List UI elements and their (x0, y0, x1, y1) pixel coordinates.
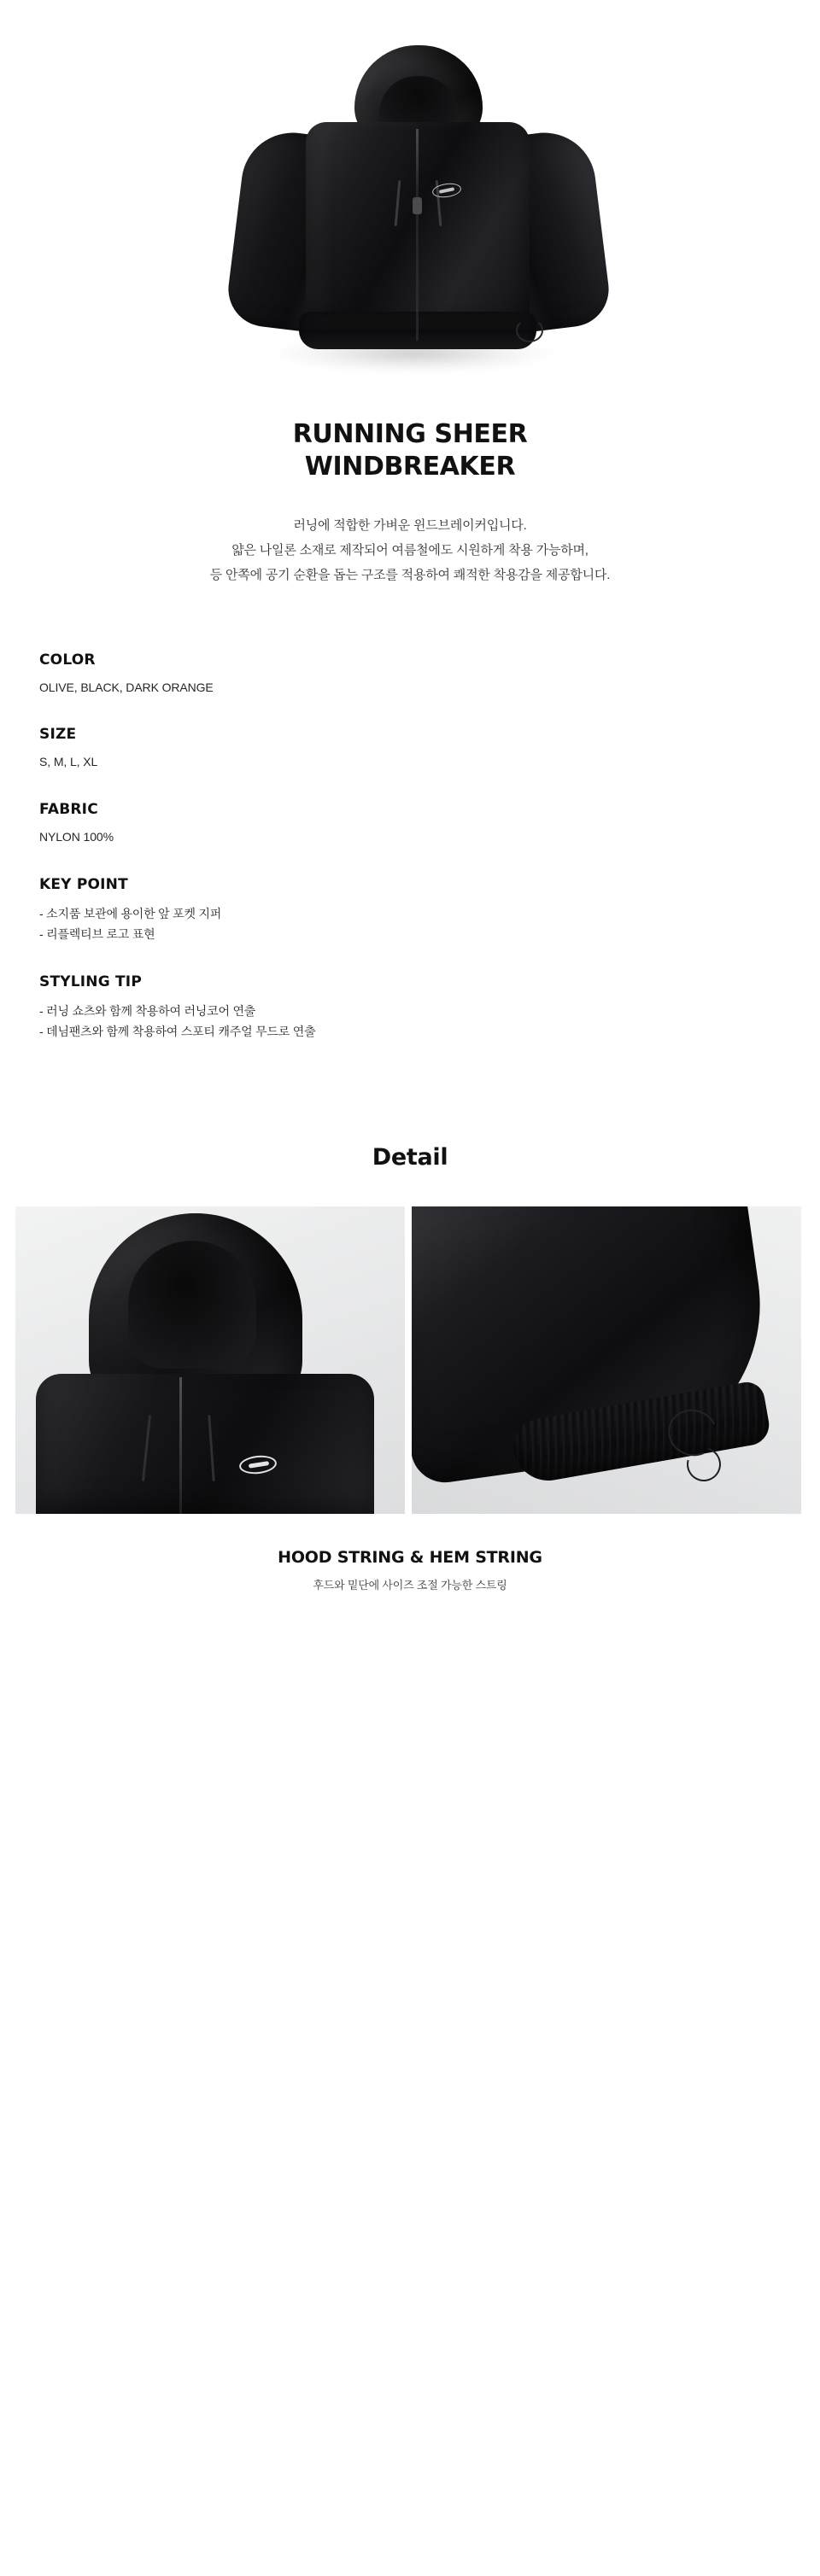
spec-label-color: COLOR (39, 651, 96, 669)
zipper-pull-icon (413, 197, 422, 214)
detail-image-grid (0, 1206, 820, 1514)
detail-image-hood (15, 1206, 405, 1514)
detail-heading: Detail (372, 1143, 448, 1171)
description-line-3: 등 안쪽에 공기 순환을 돕는 구조를 적용하여 쾌적한 착용감을 제공합니다. (209, 568, 611, 583)
list-item: - 소지품 보관에 용이한 앞 포켓 지퍼 (39, 906, 222, 920)
spec-group-color (39, 651, 781, 698)
hero-product-image (0, 0, 820, 401)
zipper-line-icon (416, 129, 419, 341)
spec-group-key-point (39, 876, 781, 944)
detail-image-hem (412, 1206, 801, 1514)
specification-section (0, 651, 820, 1042)
zipper-line-icon (179, 1377, 182, 1514)
product-title-line-2: WINDBREAKER (304, 452, 516, 482)
spec-value-fabric: NYLON 100% (39, 829, 114, 844)
description-line-2: 얇은 나일론 소재로 제작되어 여름철에도 시원하게 착용 가능하며, (231, 543, 589, 558)
spec-group-fabric (39, 801, 781, 847)
product-title-line-1: RUNNING SHEER (292, 419, 528, 449)
list-item: - 러닝 쇼츠와 함께 착용하여 러닝코어 연출 (39, 1003, 256, 1018)
spec-group-size (39, 726, 781, 772)
detail-caption (0, 1548, 820, 1592)
detail-caption-title: HOOD STRING & HEM STRING (278, 1547, 542, 1567)
product-description (51, 513, 769, 588)
spec-value-color: OLIVE, BLACK, DARK ORANGE (39, 680, 214, 694)
spec-label-size: SIZE (39, 726, 77, 744)
spec-group-styling-tip (39, 973, 781, 1042)
list-item: - 데님팬츠와 함께 착용하여 스포티 캐주얼 무드로 연출 (39, 1024, 316, 1038)
detail-caption-subtitle: 후드와 밑단에 사이즈 조절 가능한 스트링 (313, 1578, 507, 1592)
title-section (0, 418, 820, 588)
detail-section (0, 1144, 820, 1592)
list-item: - 리플렉티브 로고 표현 (39, 926, 155, 941)
jacket-upper-body-shape (36, 1374, 374, 1514)
description-line-1: 러닝에 적합한 가벼운 윈드브레이커입니다. (293, 517, 527, 533)
key-point-list (39, 903, 781, 944)
spec-label-styling-tip: STYLING TIP (39, 973, 142, 990)
spec-value-size: S, M, L, XL (39, 755, 98, 769)
spec-label-fabric: FABRIC (39, 800, 98, 818)
hem-cord-icon (516, 318, 543, 342)
page-title (51, 418, 769, 484)
hood-interior-shape (128, 1241, 256, 1369)
jacket-illustration (171, 30, 649, 371)
spec-label-key-point: KEY POINT (39, 875, 128, 893)
styling-tip-list (39, 1001, 781, 1042)
